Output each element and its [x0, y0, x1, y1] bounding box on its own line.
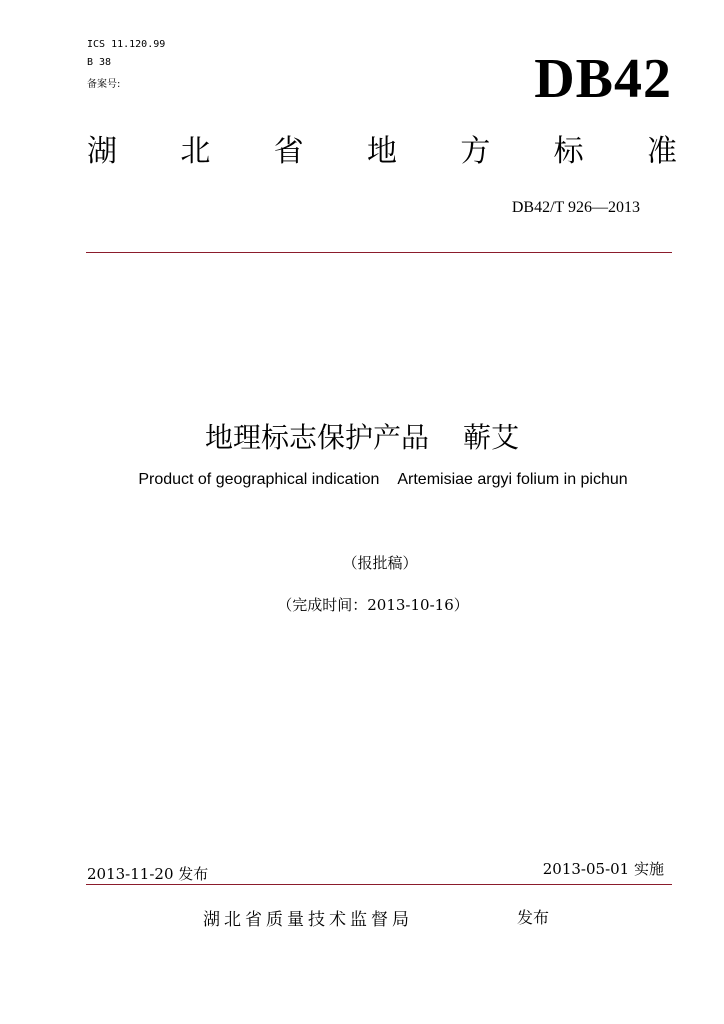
- standard-code-logo: DB42: [534, 48, 672, 110]
- standard-type-char: 北: [180, 134, 211, 169]
- issue-date: 2013-11-20 发布: [87, 865, 209, 883]
- footer-divider: [86, 884, 672, 885]
- standard-type-char: 方: [460, 134, 491, 169]
- completion-date: （完成时间：2013-10-16）: [277, 596, 469, 614]
- ccs-code: B 38: [87, 57, 112, 68]
- standard-number: DB42/T 926—2013: [511, 199, 640, 216]
- title-english-main: Product of geographical indication: [138, 471, 380, 488]
- standard-type-char: 地: [366, 134, 397, 169]
- standard-type-char: 标: [553, 134, 584, 169]
- standard-type-char: 湖: [87, 134, 117, 169]
- ics-code: ICS 11.120.99: [87, 39, 166, 50]
- standard-type-heading: [87, 132, 677, 172]
- title-english: [0, 469, 724, 491]
- implementation-date: 2013-05-01 实施: [542, 860, 664, 878]
- title-chinese-product: 蕲艾: [463, 421, 520, 454]
- title-english-product: Artemisiae argyi folium in pichun: [397, 471, 628, 488]
- header-divider: [86, 252, 672, 253]
- title-chinese: [0, 418, 724, 458]
- record-number-label: 备案号:: [87, 79, 121, 90]
- draft-status: （报批稿）: [342, 554, 418, 572]
- standard-type-char: 省: [273, 134, 304, 169]
- issuing-action: 发布: [517, 908, 550, 927]
- issuing-authority: 湖北省质量技术监督局: [203, 910, 413, 930]
- standard-type-char: 准: [646, 134, 677, 169]
- title-chinese-main: 地理标志保护产品: [204, 421, 429, 454]
